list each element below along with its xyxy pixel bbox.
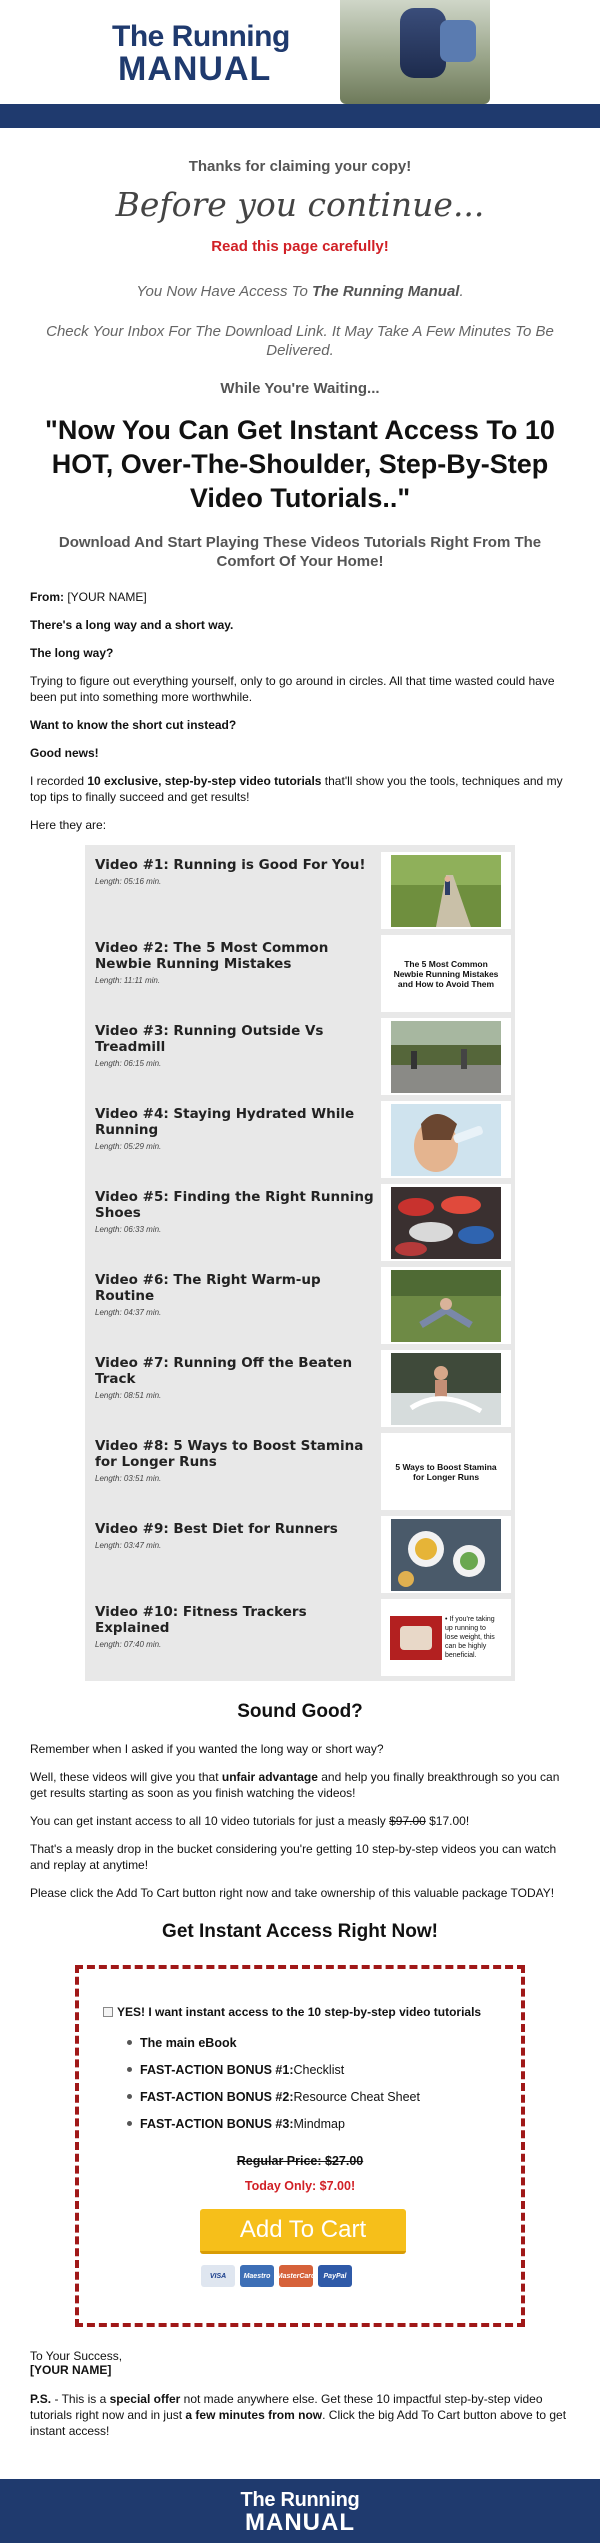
video-title: Video #8: 5 Ways to Boost Stamina for Longer Runs [95, 1438, 364, 1470]
maestro-icon: Maestro [240, 2265, 274, 2287]
video-thumbnail [381, 1101, 511, 1178]
video-length: Length: 03:51 min. [95, 1474, 162, 1483]
video-length: Length: 05:29 min. [95, 1142, 162, 1151]
video-row [89, 849, 511, 932]
video-length: Length: 06:33 min. [95, 1225, 162, 1234]
video-thumbnail [381, 1184, 511, 1261]
video-length: Length: 07:40 min. [95, 1640, 162, 1649]
thumbnail-caption: • If you're taking up running to lose weight, this can be highly beneficial. [445, 1616, 495, 1659]
video-row [89, 1264, 511, 1347]
list-item: The main eBook [127, 2029, 420, 2056]
food-photo [391, 1519, 501, 1591]
order-box [75, 1965, 525, 2327]
header-bar [0, 104, 600, 128]
video-thumbnail [381, 1599, 511, 1676]
video-title: Video #3: Running Outside Vs Treadmill [95, 1023, 324, 1055]
shoes-photo [391, 1187, 501, 1259]
thumbnail-caption: 5 Ways to Boost Stamina for Longer Runs [395, 1461, 497, 1482]
video-length: Length: 06:15 min. [95, 1059, 162, 1068]
video-title: Video #6: The Right Warm-up Routine [95, 1272, 321, 1304]
video-title: Video #9: Best Diet for Runners [95, 1521, 338, 1537]
ps-text: P.S. - This is a special offer not made anywhere else. Get these 10 impactful step-by-step video tutorials right now and in just a few minutes from now. Click the big Add To Cart button above to get instant access! [30, 2392, 567, 2438]
video-row [89, 1015, 511, 1098]
paypal-icon: PayPal [318, 2265, 352, 2287]
video-title: Video #5: Finding the Right Running Shoes [95, 1189, 374, 1221]
video-title: Video #1: Running is Good For You! [95, 857, 366, 873]
video-row [89, 1181, 511, 1264]
video-row [89, 1596, 511, 1679]
video-title: Video #2: The 5 Most Common Newbie Running Mistakes [95, 940, 329, 972]
video-thumbnail [381, 1433, 511, 1510]
trail-water-photo [391, 1353, 501, 1425]
video-row [89, 932, 511, 1015]
yes-checkbox[interactable] [103, 2007, 113, 2017]
video-list [85, 845, 515, 1681]
thumbnail-caption: The 5 Most Common Newbie Running Mistakes and How to Avoid Them [393, 958, 499, 989]
short-cut-text: Want to know the short cut instead? [30, 718, 237, 732]
sound-good-p3: You can get instant access to all 10 video tutorials for just a measly $97.00 $17.00! [30, 1814, 470, 1828]
waiting-text: While You're Waiting... [220, 380, 380, 397]
here-they-are-text: Here they are: [30, 818, 107, 832]
sound-good-p4: That's a measly drop in the bucket considering you're getting 10 step-by-step videos you can watch and replay at anytime! [30, 1842, 557, 1872]
payment-cards [201, 2265, 352, 2287]
video-thumbnail [381, 1267, 511, 1344]
video-length: Length: 03:47 min. [95, 1541, 162, 1550]
drinking-water-photo [391, 1104, 501, 1176]
video-row [89, 1098, 511, 1181]
signoff-line1: To Your Success, [30, 2349, 123, 2363]
header [0, 0, 600, 128]
signoff-name: [YOUR NAME] [30, 2363, 112, 2377]
header-logo [0, 0, 600, 104]
video-thumbnail [381, 935, 511, 1012]
video-thumbnail [381, 1350, 511, 1427]
regular-price: Regular Price: $27.00 [236, 2154, 364, 2168]
list-item: FAST-ACTION BONUS #2: Resource Cheat Sheet [127, 2083, 420, 2110]
long-way-text: There's a long way and a short way. [30, 618, 234, 632]
yes-label: YES! I want instant access to the 10 step-by-step video tutorials [117, 2005, 482, 2019]
long-way-question: The long way? [30, 646, 114, 660]
bullet-icon [127, 2040, 132, 2045]
bullet-icon [127, 2121, 132, 2126]
sound-good-p5: Please click the Add To Cart button right now and take ownership of this valuable package TODAY! [30, 1886, 555, 1900]
list-item: FAST-ACTION BONUS #1: Checklist [127, 2056, 420, 2083]
yes-checkbox-row[interactable] [103, 2005, 481, 2019]
before-continue-heading: Before you continue... [115, 185, 485, 224]
video-length: Length: 05:16 min. [95, 877, 162, 886]
video-title: Video #7: Running Off the Beaten Track [95, 1355, 353, 1387]
runner-photo [340, 0, 490, 104]
visa-icon: VISA [201, 2265, 235, 2287]
sound-good-p2: Well, these videos will give you that unfair advantage and help you finally breakthrough so you can get results starting as soon as you finish watching the videos! [30, 1770, 560, 1800]
video-row [89, 1430, 511, 1513]
logo-line1: The Running [112, 20, 290, 53]
video-thumbnail [381, 852, 511, 929]
video-length: Length: 11:11 min. [95, 976, 161, 985]
thanks-text: Thanks for claiming your copy! [188, 158, 412, 175]
stretching-photo [391, 1270, 501, 1342]
sound-good-p1: Remember when I asked if you wanted the long way or short way? [30, 1742, 384, 1756]
logo-line2: MANUAL [118, 50, 272, 88]
footer [0, 2479, 600, 2543]
trying-text: Trying to figure out everything yourself, only to go around in circles. All that time wasted could have been put into something more worthwhile. [30, 674, 555, 704]
recorded-text: I recorded 10 exclusive, step-by-step video tutorials that'll show you the tools, techniques and my top tips to finally succeed and get results! [30, 774, 563, 804]
inbox-text: Check Your Inbox For The Download Link. It May Take A Few Minutes To Be Delivered. [46, 323, 554, 359]
good-news-text: Good news! [30, 746, 99, 760]
sound-good-heading: Sound Good? [237, 1701, 363, 1722]
bonus-list [127, 2029, 420, 2137]
get-access-heading: Get Instant Access Right Now! [162, 1921, 438, 1942]
footer-logo-line2: MANUAL [245, 2509, 355, 2536]
video-length: Length: 08:51 min. [95, 1391, 162, 1400]
mastercard-icon: MasterCard [279, 2265, 313, 2287]
video-row [89, 1347, 511, 1430]
subheadline: Download And Start Playing These Videos Tutorials Right From The Comfort Of Your Home! [58, 534, 542, 570]
video-title: Video #10: Fitness Trackers Explained [95, 1604, 307, 1636]
video-length: Length: 04:37 min. [95, 1308, 162, 1317]
bullet-icon [127, 2094, 132, 2099]
read-carefully-text: Read this page carefully! [211, 238, 389, 255]
signoff [30, 2349, 570, 2377]
park-photo [391, 1021, 501, 1093]
list-item: FAST-ACTION BONUS #3: Mindmap [127, 2110, 420, 2137]
video-title: Video #4: Staying Hydrated While Running [95, 1106, 355, 1138]
runner-path-photo [391, 855, 501, 927]
footer-logo-line1: The Running [240, 2489, 360, 2511]
video-thumbnail [381, 1516, 511, 1593]
access-text: You Now Have Access To The Running Manual. [136, 283, 464, 300]
from-line: From: [YOUR NAME] [30, 590, 147, 604]
main-headline: "Now You Can Get Instant Access To 10 HOT, Over-The-Shoulder, Step-By-Step Video Tutorials.." [45, 415, 555, 513]
today-price: Today Only: $7.00! [244, 2179, 356, 2193]
fitness-tracker-photo [390, 1616, 442, 1660]
bullet-icon [127, 2067, 132, 2072]
video-row [89, 1513, 511, 1596]
add-to-cart-button[interactable]: Add To Cart [200, 2209, 406, 2254]
video-thumbnail [381, 1018, 511, 1095]
